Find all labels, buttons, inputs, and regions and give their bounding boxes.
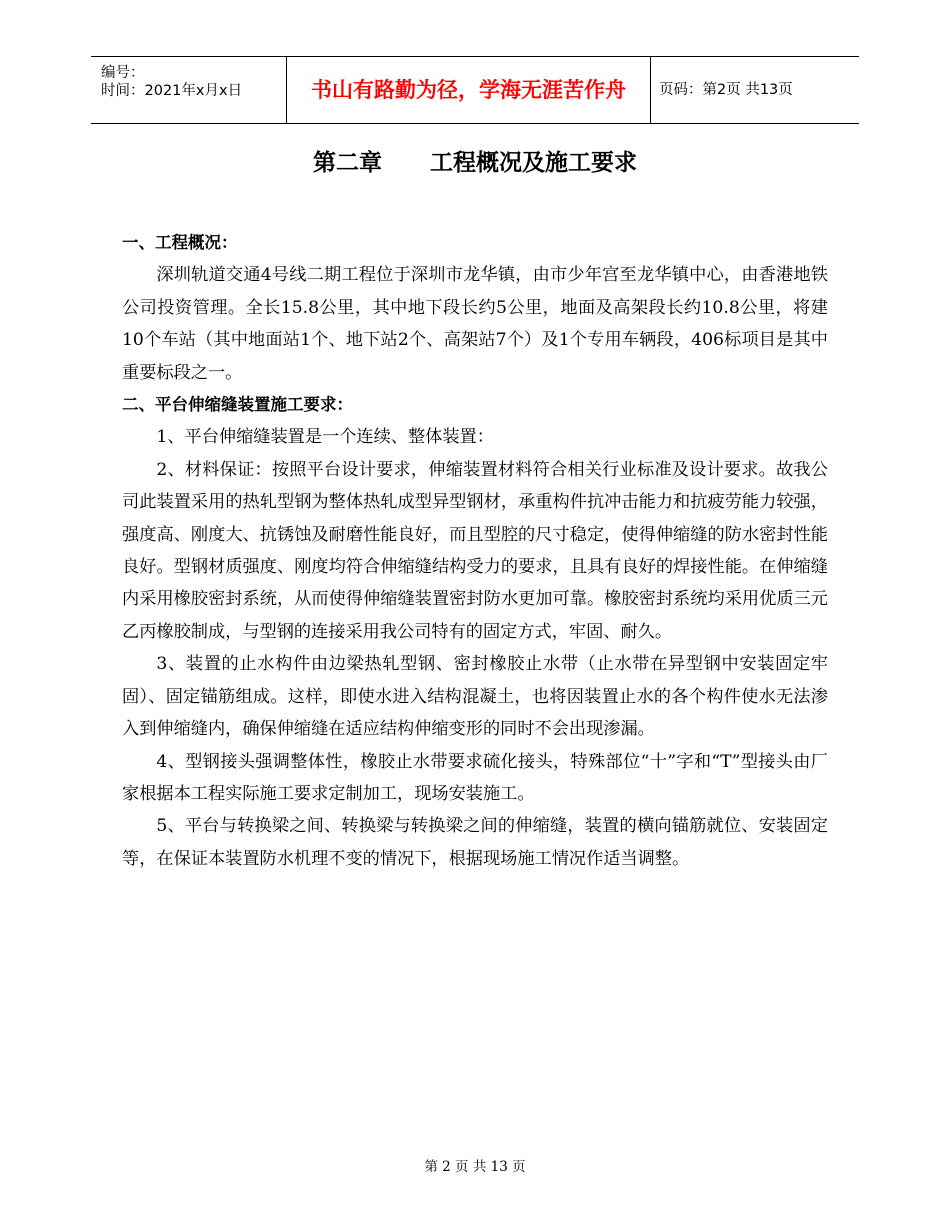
doc-time-label: 时间：2021年x月x日 xyxy=(101,83,243,99)
requirement-item-5: 5、平台与转换梁之间、转换梁与转换梁之间的伸缩缝，装置的横向锚筋就位、安装固定等，在保证本装置防水机理不变的情况下，根据现场施工情况作适当调整。 xyxy=(122,816,828,869)
header-page-info: 页码：第2页 共13页 xyxy=(659,82,793,98)
chapter-title: 第二章 工程概况及施工要求 xyxy=(312,149,638,176)
page-header xyxy=(91,56,859,124)
section-heading-requirements: 二、平台伸缩缝装置施工要求： xyxy=(122,395,353,415)
document-body xyxy=(122,227,828,875)
requirement-item-2: 2、材料保证：按照平台设计要求，伸缩装置材料符合相关行业标准及设计要求。故我公司此装置采用的热轧型钢为整体热轧成型异型钢材，承重构件抗冲击能力和抗疲劳能力较强，强度高、刚度大、抗锈蚀及耐磨性能良好，而且型腔的尺寸稳定，使得伸缩缝的防水密封性能良好。型钢材质强度、刚度均符合伸缩缝结构受力的要求，且具有良好的焊接性能。在伸缩缝内采用橡胶密封系统，从而使得伸缩缝装置密封防水更加可靠。橡胶密封系统均采用优质三元乙丙橡胶制成，与型钢的连接采用我公司特有的固定方式，牢固、耐久。 xyxy=(122,459,828,642)
requirement-item-4: 4、型钢接头强调整体性，橡胶止水带要求硫化接头，特殊部位“十”字和“T”型接头由厂家根据本工程实际施工要求定制加工，现场安装施工。 xyxy=(122,751,828,804)
doc-code-label: 编号： xyxy=(101,65,145,81)
overview-paragraph: 深圳轨道交通4号线二期工程位于深圳市龙华镇，由市少年宫至龙华镇中心，由香港地铁公司投资管理。全长15.8公里，其中地下段长约5公里，地面及高架段长约10.8公里，将建10个车站（其中地面站1个、地下站2个、高架站7个）及1个专用车辆段，406标项目是其中重要标段之一。 xyxy=(122,265,828,383)
requirement-item-3: 3、装置的止水构件由边梁热轧型钢、密封橡胶止水带（止水带在异型钢中安装固定牢固）、固定锚筋组成。这样，即使水进入结构混凝土，也将因装置止水的各个构件使水无法渗入到伸缩缝内，确保伸缩缝在适应结构伸缩变形的同时不会出现渗漏。 xyxy=(122,654,828,740)
page-footer: 第 2 页 共 13 页 xyxy=(424,1159,526,1175)
header-motto: 书山有路勤为径，学海无涯苦作舟 xyxy=(286,57,651,123)
requirement-item-1: 1、平台伸缩缝装置是一个连续、整体装置： xyxy=(156,427,494,448)
section-heading-overview: 一、工程概况： xyxy=(122,233,238,252)
header-meta xyxy=(91,57,286,123)
